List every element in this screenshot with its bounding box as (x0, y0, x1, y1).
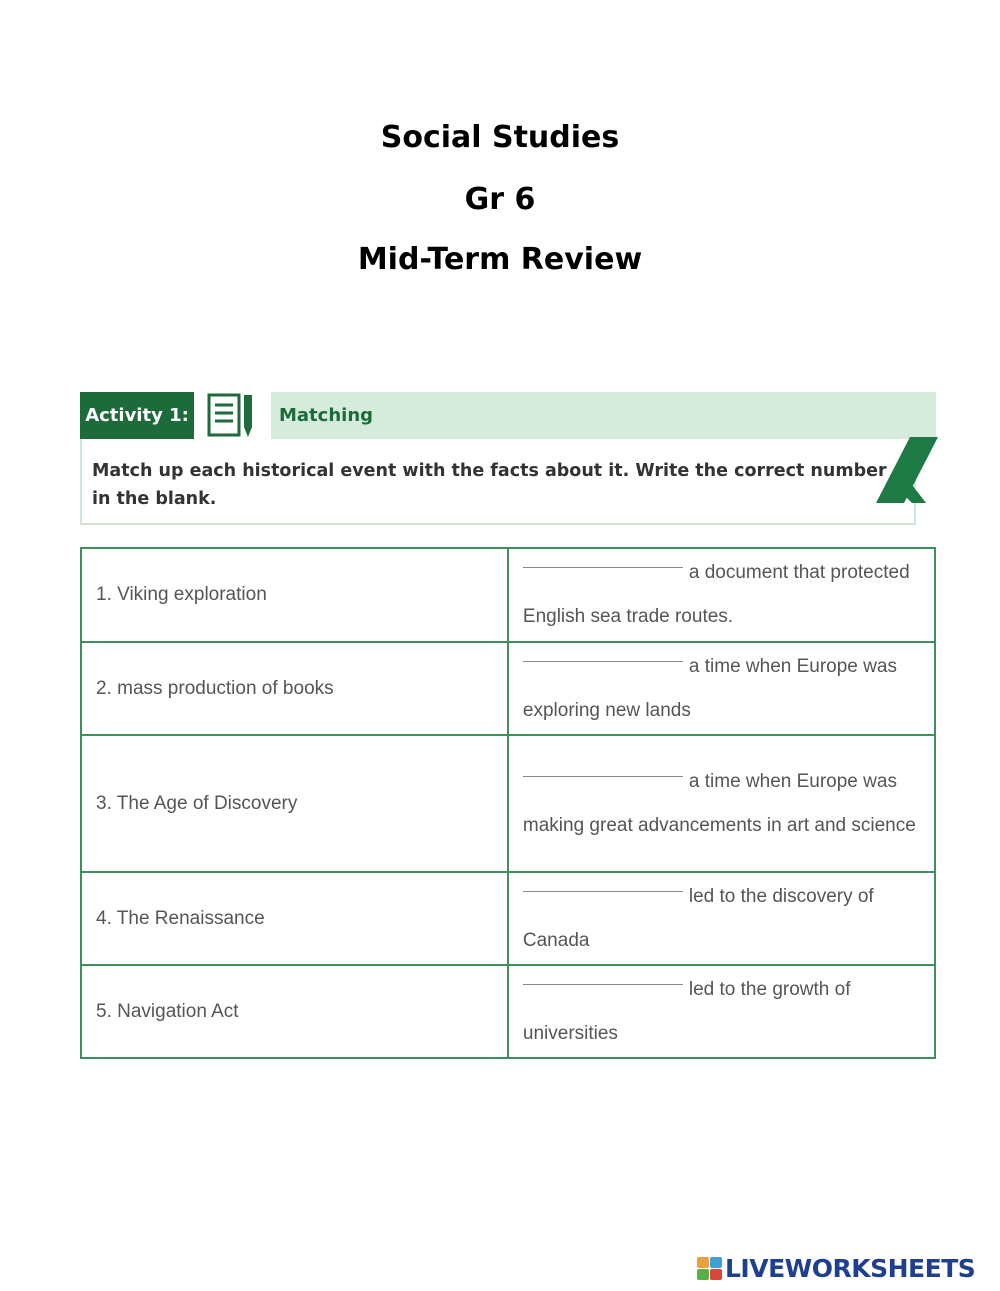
matching-table (80, 547, 936, 1059)
x-logo-icon (876, 437, 938, 503)
liveworksheets-wordmark: LIVEWORKSHEETS (725, 1254, 976, 1283)
fact-cell (508, 872, 935, 965)
answer-blank[interactable] (523, 983, 683, 985)
activity-title: Matching (279, 405, 374, 426)
event-cell: 1. Viking exploration (81, 548, 508, 642)
instructions-text: Match up each historical event with the facts about it. Write the correct number in the blank. (92, 461, 887, 509)
table-row (81, 872, 935, 965)
title-subject: Social Studies (380, 120, 620, 155)
fact-cell (508, 735, 935, 872)
answer-blank[interactable] (523, 566, 683, 568)
fact-cell (508, 548, 935, 642)
activity-label: Activity 1: (80, 392, 194, 439)
title-grade: Gr 6 (464, 182, 536, 217)
fact-cell (508, 965, 935, 1058)
event-cell: 2. mass production of books (81, 642, 508, 735)
fact-text: a time when Europe was exploring new lands (522, 655, 897, 721)
table-row (81, 548, 935, 642)
answer-blank[interactable] (523, 775, 683, 777)
fact-text: led to the growth of universities (522, 978, 851, 1044)
table-row (81, 642, 935, 735)
worksheet-pencil-icon (206, 392, 260, 439)
liveworksheets-icon (697, 1257, 723, 1281)
activity-title-band (271, 392, 936, 439)
fact-text: a document that protected English sea trade routes. (522, 562, 910, 627)
answer-blank[interactable] (523, 890, 683, 892)
table-row (81, 965, 935, 1058)
activity-header (80, 392, 936, 439)
event-cell: 4. The Renaissance (81, 872, 508, 965)
fact-text: a time when Europe was making great advancements in art and science (522, 770, 916, 836)
fact-cell (508, 642, 935, 735)
instructions-box (80, 439, 916, 525)
event-cell: 3. The Age of Discovery (81, 735, 508, 872)
event-cell: 5. Navigation Act (81, 965, 508, 1058)
answer-blank[interactable] (523, 660, 683, 662)
title-review: Mid-Term Review (357, 242, 643, 277)
fact-text: led to the discovery of Canada (522, 885, 874, 951)
table-row (81, 735, 935, 872)
